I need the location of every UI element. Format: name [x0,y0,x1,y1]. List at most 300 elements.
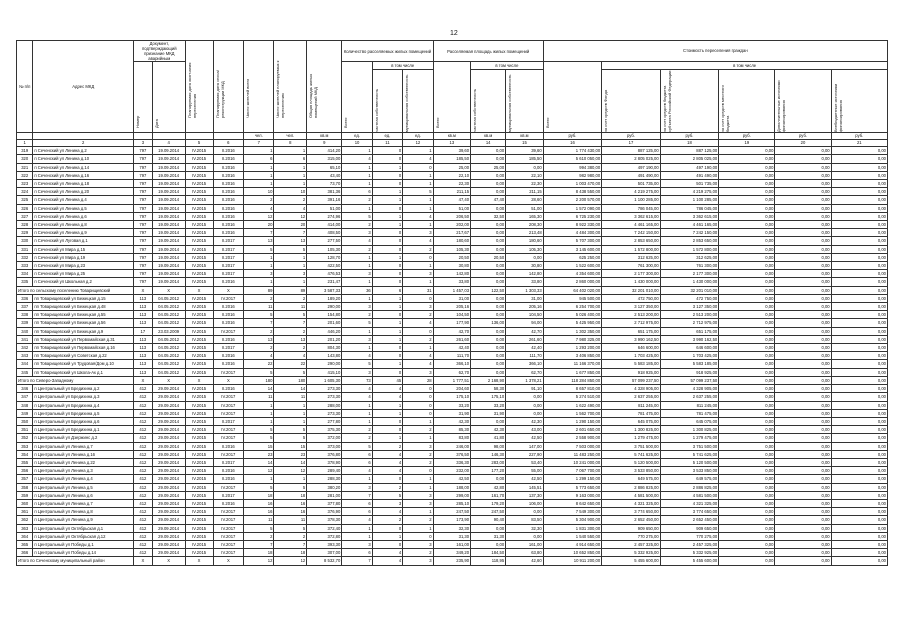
table-cell: 315,00 [307,155,342,163]
table-cell: 5 [274,245,307,253]
table-cell: 373,00 [307,442,342,450]
table-cell: 2 [372,483,402,491]
table-cell: 14 [274,458,307,466]
table-cell: 4 [403,360,433,368]
table-cell: 0,00 [471,180,506,188]
table-cell: 356 [17,467,33,475]
table-cell: 18 [244,491,274,499]
header-area-municipal: муниципальная собственность [507,74,513,133]
table-cell: 414,00 [307,221,342,229]
table-cell: 0,00 [831,303,887,311]
table-cell: 412 [134,409,153,417]
table-cell: 4 [342,352,372,360]
table-cell: 360 [17,499,33,507]
table-cell: 1 [403,204,433,212]
table-cell: 0,00 [471,352,506,360]
table-cell: 0,00 [775,319,831,327]
table-cell: 0 [403,385,433,393]
table-cell: 5 455 600,00 [602,557,661,565]
table-cell: 0,00 [471,147,506,155]
table-cell: 122,50 [471,286,506,294]
table-cell: 393,30 [307,540,342,548]
table-cell: 335 [17,278,33,286]
table-cell: 165,30 [506,212,543,220]
table-row [17,171,888,179]
table-cell: 118,95 [471,557,506,565]
unit-cell: руб. [660,133,719,140]
table-cell: 113 [134,303,153,311]
table-cell: 1 [244,278,274,286]
table-cell: 16 [244,508,274,516]
table-cell: 14 [244,385,274,393]
table-cell: 0,00 [775,385,831,393]
table-cell: 277,80 [307,417,342,425]
table-cell: IV.2015 [185,344,213,352]
table-cell: 0,00 [719,237,775,245]
table-cell: 2 [342,245,372,253]
table-cell: 0,00 [471,294,506,302]
table-cell: 1 562 700,00 [543,409,602,417]
table-row [17,253,888,261]
header-no: № п/п [17,41,33,133]
table-cell: 2 652 450,00 [660,516,719,524]
table-cell: 797 [134,163,153,171]
table-cell: 277,50 [307,237,342,245]
table-cell: IV.2015 [185,327,213,335]
table-cell: 345 [17,368,33,376]
table-cell: 208,30 [506,221,543,229]
table-cell: 185,50 [506,155,543,163]
table-cell: 1 [403,483,433,491]
table-cell: 2 [244,344,274,352]
table-cell: 1 [403,171,433,179]
table-cell: 5 274 510,00 [543,393,602,401]
table-cell: 18 [274,491,307,499]
table-cell: 4 [274,204,307,212]
table-cell: 351 [17,426,33,434]
table-cell: 290,00 [307,360,342,368]
table-cell: 1 279 475,00 [660,434,719,442]
table-cell: 19.09.2014 [152,196,185,204]
table-cell: 04.05.2012 [152,344,185,352]
table-cell: 4 321 325,00 [602,499,661,507]
table-cell: 3 [403,303,433,311]
table-cell: 4 [342,393,372,401]
table-cell: 1 [342,262,372,270]
unit-cell: чел. [274,133,307,140]
table-cell: 2 [244,532,274,540]
table-row [17,335,888,343]
table-cell: 0,00 [775,368,831,376]
table-cell: 363 [17,524,33,532]
table-cell: 0,00 [471,278,506,286]
table-cell: 0,00 [719,278,775,286]
table-cell: 797 [134,262,153,270]
table-cell: 3 990 162,50 [660,335,719,343]
table-cell: 331 [17,245,33,253]
table-cell: 358 [17,483,33,491]
table-cell: 2 [274,532,307,540]
table-cell: 4 914 650,00 [543,540,602,548]
table-cell: 359 [17,491,33,499]
table-cell: 5 [244,524,274,532]
table-cell: 649 575,00 [602,475,661,483]
column-number-cell: 1 [17,140,33,147]
table-cell: 04.05.2012 [152,303,185,311]
table-cell: 811 245,00 [602,401,661,409]
table-cell: 2 853 650,00 [660,237,719,245]
table-row [17,352,888,360]
table-cell: 0,00 [719,262,775,270]
table-cell: 7 [244,229,274,237]
table-cell: 0,00 [775,524,831,532]
table-cell: 476,53 [307,270,342,278]
table-cell: 412 [134,540,153,548]
table-cell: 3 [403,442,433,450]
table-cell: 5 583 185,00 [602,360,661,368]
table-cell: 372,80 [307,532,342,540]
table-cell: 786 045,00 [660,204,719,212]
table-cell: 31,90 [471,409,506,417]
table-cell: 0 [403,327,433,335]
table-cell: 372,40 [307,524,342,532]
table-cell: 2 [342,426,372,434]
table-cell: 0,00 [719,294,775,302]
table-row [17,417,888,425]
table-cell: 29.09.2014 [152,499,185,507]
header-cost-group: Стоимость переселения граждан [543,41,887,62]
table-cell: 3 145 600,00 [543,245,602,253]
table-cell: IV.2017 [213,393,243,401]
table-cell: 0,00 [775,253,831,261]
table-cell: 1 [342,409,372,417]
table-cell: 0,00 [831,278,887,286]
table-cell: 0,00 [775,204,831,212]
table-cell: 0,00 [506,401,543,409]
table-cell: 145,51 [506,483,543,491]
table-cell: 0,00 [471,171,506,179]
table-cell: 0,00 [775,180,831,188]
table-cell: II.2016 [213,155,243,163]
table-cell: 0,00 [719,524,775,532]
table-cell: II.2017 [213,344,243,352]
table-row [17,401,888,409]
address-cell: п Сеченский ул Ленина д.2 [33,147,134,155]
table-cell: 4 [274,352,307,360]
table-cell: 412 [134,467,153,475]
table-cell: 350 [17,417,33,425]
table-cell: 0,00 [775,262,831,270]
table-cell: 0,00 [471,327,506,335]
table-cell: 645 075,00 [660,417,719,425]
table-cell: 19.09.2014 [152,229,185,237]
table-cell: 2 805 025,00 [602,155,661,163]
table-body [17,147,888,565]
column-number-cell: 10 [342,140,372,147]
table-cell: 31 [403,286,433,294]
address-cell: пп Товарищевский ул Бежецкая д.9 [33,327,134,335]
header-budget-rf: за счет средств бюджета субъекта Российской Федерации [661,70,672,133]
table-row [17,458,888,466]
table-row [17,278,888,286]
table-cell: 0,00 [831,467,887,475]
table-cell: 887 125,00 [602,147,661,155]
table-cell: 19.09.2014 [152,253,185,261]
header-doc-number: Номер [135,115,141,129]
table-cell: 0,00 [775,245,831,253]
table-row [17,467,888,475]
table-cell: 232,00 [433,467,470,475]
table-cell: 29.09.2014 [152,401,185,409]
table-row [17,270,888,278]
table-cell: 1 [403,475,433,483]
table-cell: 5 707 300,00 [543,237,602,245]
table-cell: 6 [342,188,372,196]
table-cell: IV.2017 [213,540,243,548]
table-cell: 1 777,51 [433,376,470,384]
table-cell: 98,00 [471,442,506,450]
table-cell: 20,50 [471,253,506,261]
table-cell: 147,00 [506,442,543,450]
table-cell: 29.09.2014 [152,450,185,458]
table-cell: 2 200 570,00 [543,196,602,204]
table-cell: 5 [342,442,372,450]
table-cell: 42,40 [506,344,543,352]
table-cell: 6 [342,458,372,466]
address-cell: п Центральный ул Дзержинс д.2 [33,434,134,442]
table-cell: 0 [372,311,402,319]
column-number-cell: 15 [506,140,543,147]
table-cell: 29.09.2014 [152,467,185,475]
table-cell: II.2017 [213,237,243,245]
table-cell: 23 [244,450,274,458]
table-cell: 7 242 150,00 [660,229,719,237]
table-row [17,540,888,548]
column-number-cell: 20 [775,140,831,147]
table-cell: 0,00 [831,499,887,507]
table-cell: 378,30 [307,516,342,524]
table-cell: 0,00 [831,171,887,179]
table-cell: 19.09.2014 [152,163,185,171]
table-cell: 0,00 [831,212,887,220]
table-cell: X [134,286,153,294]
table-cell: II.2016 [213,475,243,483]
table-cell: 83,80 [433,434,470,442]
table-cell: 180,60 [433,237,470,245]
address-cell: п Центральный ул Ленина д.8 [33,508,134,516]
table-cell: 288,00 [307,401,342,409]
table-cell: 15 [244,442,274,450]
table-cell: 0,00 [831,221,887,229]
table-cell: IV.2015 [185,508,213,516]
table-cell: 1 [372,327,402,335]
table-cell: II.2016 [213,212,243,220]
table-cell: 2 [403,549,433,557]
table-cell: 113 [134,335,153,343]
table-cell: 344 [17,360,33,368]
table-cell: 0,00 [831,483,887,491]
table-cell: 175,10 [433,393,470,401]
table-cell: 29.09.2014 [152,540,185,548]
table-cell: 16 [274,508,307,516]
table-cell: 501 735,00 [660,180,719,188]
address-cell: пп Товарищевский ул Советская д.22 [33,352,134,360]
table-cell: 7 503 000,00 [543,442,602,450]
table-cell: 11 483 250,00 [543,450,602,458]
table-cell: 918 925,00 [660,368,719,376]
table-cell: 0,00 [471,262,506,270]
table-cell: II.2016 [213,442,243,450]
table-cell: 811 245,00 [660,401,719,409]
table-cell: 1 430 000,00 [602,278,661,286]
table-cell: 412 [134,549,153,557]
table-cell: 0,00 [775,237,831,245]
table-cell: 1 [372,294,402,302]
table-cell: 185,50 [433,155,470,163]
address-cell: п Сеченский ул Ленина д.10 [33,155,134,163]
table-cell: 326 [17,204,33,212]
table-cell: 2 [403,450,433,458]
table-cell: 20 [274,221,307,229]
table-cell: 1 [403,508,433,516]
total-row [17,286,888,294]
table-cell: 0,00 [719,483,775,491]
table-cell: 2 637 255,00 [602,393,661,401]
table-cell: II.2016 [213,180,243,188]
table-cell: 1 300 825,00 [660,426,719,434]
table-cell: 22,10 [506,171,543,179]
table-cell: 412 [134,483,153,491]
table-cell: 2 [403,245,433,253]
table-cell: 422,50 [307,262,342,270]
table-cell: IV.2015 [185,204,213,212]
table-cell: 42,60 [506,557,543,565]
table-cell: 231,47 [307,278,342,286]
table-row [17,434,888,442]
table-cell: 19.09.2014 [152,147,185,155]
table-cell: 786 045,00 [602,204,661,212]
table-cell: 23 [274,450,307,458]
table-cell: 10 [274,188,307,196]
table-cell: 3 [274,270,307,278]
table-cell: 4 [372,549,402,557]
table-cell: 0,00 [471,335,506,343]
table-cell: 349,20 [433,549,470,557]
table-cell: 43,40 [307,171,342,179]
table-row [17,368,888,376]
address-cell: п Центральный ул Бредихина д.5 [33,409,134,417]
table-cell: 0 [372,540,402,548]
table-cell: 2 [342,311,372,319]
header-area-all: Всего [434,117,440,129]
table-cell: IV.2017 [213,483,243,491]
table-cell: 4 [372,385,402,393]
unit-cell [134,133,153,140]
table-cell: 3 [244,270,274,278]
table-cell: 29.09.2014 [152,393,185,401]
table-cell: 0,00 [471,155,506,163]
table-cell: 51,00 [307,204,342,212]
address-cell: п Центральный ул Бредихина д.4 [33,401,134,409]
address-cell: п Центральный ул Ленина д.16 [33,450,134,458]
table-cell: 6 [274,155,307,163]
table-cell: 2 652 450,00 [602,516,661,524]
table-cell: 0,00 [831,286,887,294]
table-cell: 2 [244,196,274,204]
address-cell: п Центральный ул Октябрьская д.1 [33,524,134,532]
table-cell: 327 [17,212,33,220]
table-cell: 2 860 000,00 [543,278,602,286]
table-cell: 377,80 [307,499,342,507]
table-cell: 412 [134,475,153,483]
table-cell: 10 911 200,00 [543,557,602,565]
table-cell: IV.2017 [213,516,243,524]
column-numbers-row [17,140,888,147]
table-cell: 12 [274,212,307,220]
table-cell: 334 [17,270,33,278]
table-cell: IV.2015 [185,294,213,302]
table-cell: 4 [403,212,433,220]
table-cell: 918 925,00 [602,368,661,376]
table-cell: 412 [134,434,153,442]
table-cell: 0,00 [471,221,506,229]
table-cell: 0,00 [719,549,775,557]
table-cell: 261,60 [433,335,470,343]
table-cell: 5 [244,245,274,253]
table-cell: 177,90 [433,319,470,327]
table-cell: 0,00 [719,303,775,311]
table-cell: 1 [342,475,372,483]
table-cell: 1 [403,524,433,532]
table-cell: 39,60 [506,147,543,155]
table-cell: 1 703 425,00 [602,352,661,360]
table-cell: 7 242 150,00 [602,229,661,237]
column-number-cell: 11 [372,140,402,147]
table-cell: 349 [17,409,33,417]
table-cell: 42,30 [471,426,506,434]
table-cell: 0 [372,278,402,286]
table-cell: 0,00 [831,475,887,483]
table-row [17,245,888,253]
table-cell: 347 [17,393,33,401]
header-area-total: Общая площадь жилых помещений МКД [308,73,319,118]
table-cell: 1 430 000,00 [660,278,719,286]
table-cell: 5 [372,491,402,499]
table-cell: II.2016 [213,311,243,319]
table-cell: 649 575,00 [660,475,719,483]
table-cell: 3 [342,229,372,237]
table-cell: 4 [372,450,402,458]
table-cell: 247,50 [433,508,470,516]
table-cell: 22 [244,360,274,368]
table-cell: 281,00 [307,491,342,499]
table-cell: II.2016 [213,196,243,204]
table-cell: 14 [274,385,307,393]
table-cell: 64 402 020,00 [543,286,602,294]
table-cell: 58,30 [471,385,506,393]
table-cell: 206,50 [433,212,470,220]
table-cell: 91,10 [506,385,543,393]
table-cell: 0,00 [831,491,887,499]
table-row [17,319,888,327]
table-cell: 31,90 [433,409,470,417]
table-cell: 797 [134,155,153,163]
table-cell: 412 [134,442,153,450]
table-cell: 4 [244,352,274,360]
table-cell: 1 [244,171,274,179]
table-cell: 341 [17,335,33,343]
table-cell: 0,00 [719,253,775,261]
